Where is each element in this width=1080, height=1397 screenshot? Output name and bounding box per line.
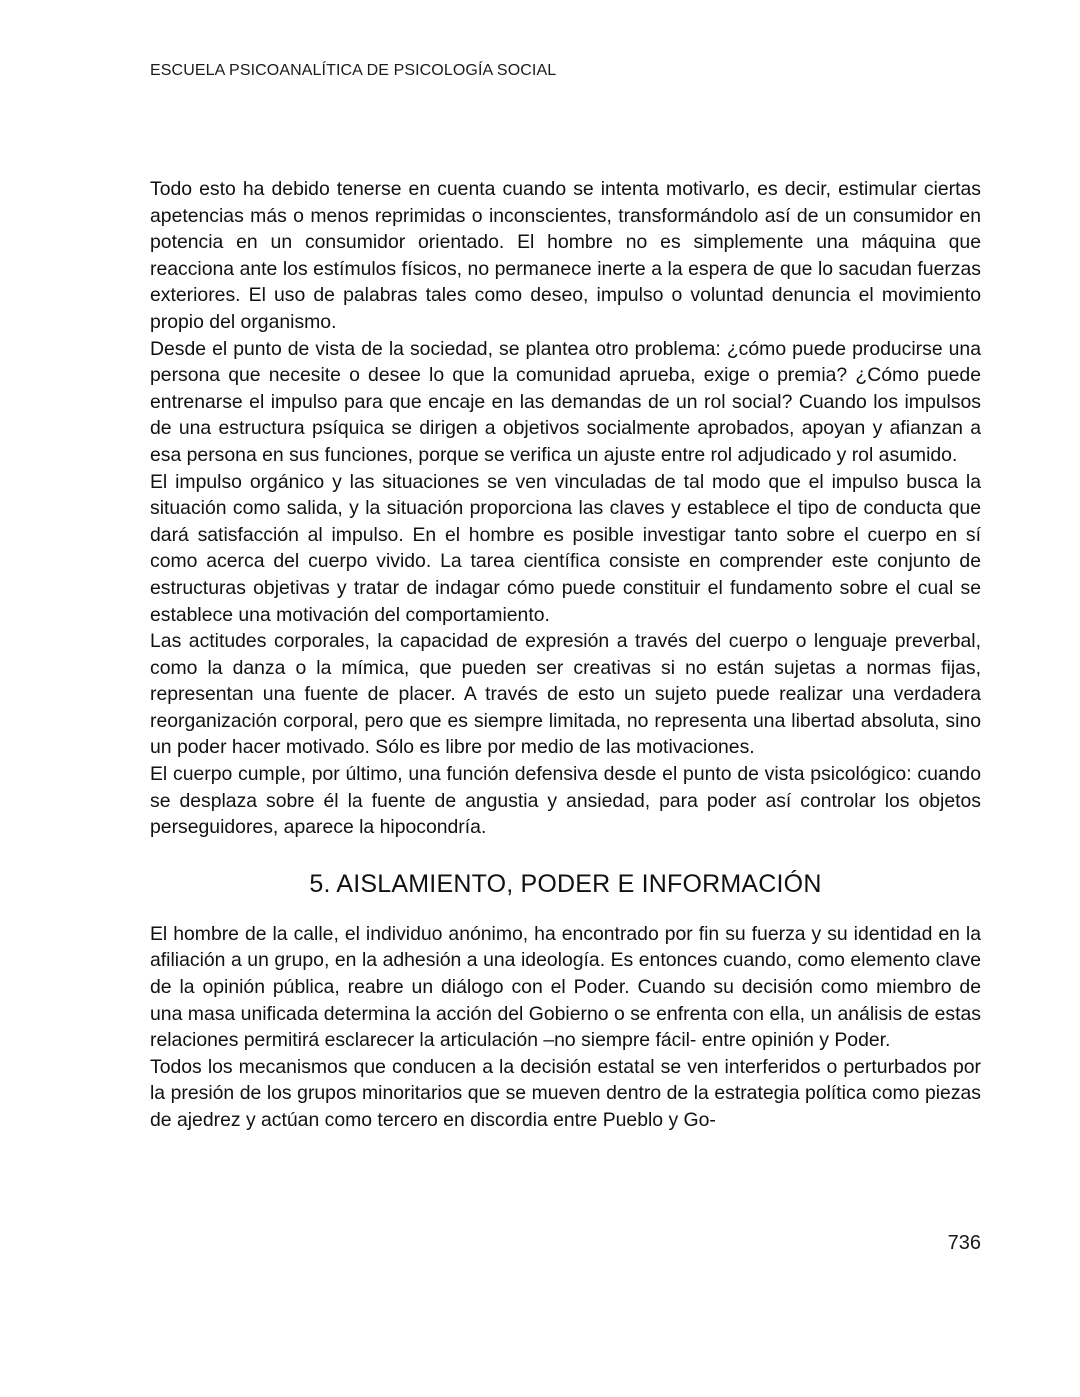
paragraph: Desde el punto de vista de la sociedad, se plantea otro problema: ¿cómo puede producirse una persona que necesite o desee lo que la comunidad aprueba, exige o premia? ¿Cómo puede entrenarse el impulso para que encaje en las demandas de un rol social? Cuando los impulsos de una estructura psíquica se dirigen a objetivos socialmente aprobados, apoyan y afianzan a esa persona en sus funciones, porque se verifica un ajuste entre rol adjudicado y rol asumido.	[150, 337, 981, 466]
paragraph: El cuerpo cumple, por último, una función defensiva desde el punto de vista psicológico: cuando se desplaza sobre él la fuente de angustia y ansiedad, para poder así controlar los objetos perseguidores, aparece la hipocondría.	[150, 763, 981, 839]
page-number: 736	[947, 1232, 981, 1254]
section-heading: 5. AISLAMIENTO, PODER E INFORMACIÓN	[309, 869, 822, 898]
running-header: ESCUELA PSICOANALÍTICA DE PSICOLOGÍA SOCIAL	[150, 62, 557, 79]
paragraph: El hombre de la calle, el individuo anónimo, ha encontrado por fin su fuerza y su identidad en la afiliación a un grupo, en la adhesión a una ideología. Es entonces cuando, como elemento clave de la opinión pública, reabre un diálogo con el Poder. Cuando su decisión como miembro de una masa unificada determina la acción del Gobierno o se enfrenta con ella, un análisis de estas relaciones permitirá esclarecer la articulación –no siempre fácil- entre opinión y Poder.	[150, 922, 981, 1052]
paragraph: Todo esto ha debido tenerse en cuenta cuando se intenta motivarlo, es decir, estimular ciertas apetencias más o menos reprimidas o inconscientes, transformándolo así de un consumidor en potencia en un consumidor orientado. El hombre no es simplemente una máquina que reacciona ante los estímulos físicos, no permanece inerte a la espera de que lo sacudan fuerzas exteriores. El uso de palabras tales como deseo, impulso o voluntad denuncia el movimiento propio del organismo.	[150, 178, 981, 333]
paragraph: Las actitudes corporales, la capacidad de expresión a través del cuerpo o lenguaje preverbal, como la danza o la mímica, que pueden ser creativas si no están sujetas a normas fijas, representan una fuente de placer. A través de esto un sujeto puede realizar una verdadera reorganización corporal, pero que es siempre limitada, no representa una libertad absoluta, sino un poder hacer motivado. Sólo es libre por medio de las motivaciones.	[150, 630, 981, 759]
paragraph: Todos los mecanismos que conducen a la decisión estatal se ven interferidos o perturbados por la presión de los grupos minoritarios que se mueven dentro de la estrategia política como piezas de ajedrez y actúan como tercero en discordia entre Pueblo y Go-	[150, 1055, 981, 1131]
page-body	[150, 176, 981, 1134]
paragraph: El impulso orgánico y las situaciones se ven vinculadas de tal modo que el impulso busca la situación como salida, y la situación proporciona las claves y establece el tipo de conducta que dará satisfacción al impulso. En el hombre es posible investigar tanto sobre el cuerpo en sí como acerca del cuerpo vivido. La tarea científica consiste en comprender este conjunto de estructuras objetivas y tratar de indagar cómo puede constituir el fundamento sobre el cual se establece una motivación del comportamiento.	[150, 470, 981, 626]
